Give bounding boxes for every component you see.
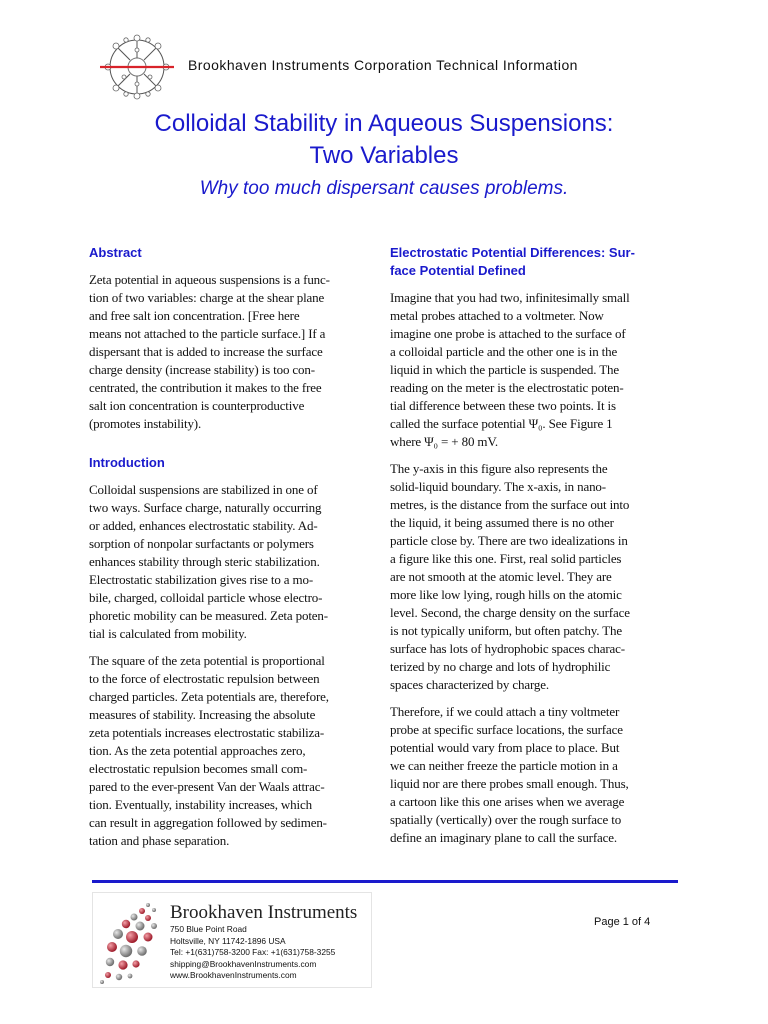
footer-brand-name: Brookhaven Instruments	[170, 902, 358, 923]
title-line-2: Two Variables	[309, 142, 459, 169]
text-line: solid-liquid boundary. The x-axis, in nano-	[390, 479, 606, 494]
text-line: surface has lots of hydrophobic spaces charac-	[390, 641, 625, 656]
text-line: centrated, the contribution it makes to the free	[89, 380, 322, 395]
text-line: tion. Eventually, instability increases, which	[89, 797, 312, 812]
text-line: electrostatic repulsion becomes small com-	[89, 761, 308, 776]
right-column	[390, 244, 680, 856]
page-number: Page 1 of 4	[594, 916, 651, 928]
heading-line: face Potential Defined	[390, 263, 526, 278]
text-line: tion of two variables: charge at the shear plane	[89, 290, 325, 305]
heading-line: Electrostatic Potential Differences: Sur-	[390, 245, 635, 260]
text-line: called the surface potential Ψ₀. See Figure 1	[390, 416, 613, 431]
text-line: sorption of nonpolar surfactants or polymers	[89, 536, 314, 551]
text-line: bile, charged, colloidal particle whose electro-	[89, 590, 323, 605]
text-line: where Ψ₀ = + 80 mV.	[390, 434, 499, 449]
text-line: and free salt ion concentration. [Free here	[89, 308, 300, 323]
molecule-logo-icon	[100, 30, 174, 104]
text-line: tation and phase separation.	[89, 833, 230, 848]
electrostatic-paragraph-1	[390, 289, 680, 451]
text-line: can result in aggregation followed by sedimen-	[89, 815, 327, 830]
text-line: tion. As the zeta potential approaches zero,	[89, 743, 306, 758]
introduction-heading: Introduction	[89, 455, 165, 470]
text-line: liquid in which the particle is suspended. The	[390, 362, 619, 377]
text-line: The y-axis in this figure also represents the	[390, 461, 608, 476]
text-line: The square of the zeta potential is proportional	[89, 653, 325, 668]
company-header: Brookhaven Instruments Corporation Technical Information	[188, 57, 578, 73]
text-line: charge density (increase stability) is too con-	[89, 362, 315, 377]
text-line: the liquid, it being assumed there is no other	[390, 515, 614, 530]
text-line: or added, enhances electrostatic stability. Ad-	[89, 518, 318, 533]
left-column	[89, 244, 379, 859]
text-line: spaces characterized by charge.	[390, 677, 549, 692]
text-line: more like low lying, rough hills on the atomic	[390, 587, 622, 602]
document-subtitle: Why too much dispersant causes problems.	[199, 178, 569, 199]
text-line: terized by no charge and lots of hydrophilic	[390, 659, 611, 674]
text-line: imagine one probe is attached to the surface of	[390, 326, 626, 341]
text-line: Imagine that you had two, infinitesimally small	[390, 290, 630, 305]
text-line: zeta potentials increases electrostatic stabiliza-	[89, 725, 325, 740]
sphere-cluster-logo-icon	[96, 896, 172, 984]
text-line: (promotes instability).	[89, 416, 202, 431]
text-line: Electrostatic stabilization gives rise to a mo-	[89, 572, 313, 587]
text-line: tial difference between these two points. It is	[390, 398, 616, 413]
address-line: Holtsville, NY 11742-1896 USA	[170, 935, 286, 946]
text-line: spatially (vertically) over the rough surface to	[390, 812, 622, 827]
text-line: enhances stability through steric stabilization.	[89, 554, 320, 569]
text-line: particle close by. There are two idealizations in	[390, 533, 628, 548]
address-line: 750 Blue Point Road	[170, 924, 247, 934]
text-line: level. Second, the charge density on the surface	[390, 605, 630, 620]
electrostatic-paragraph-2	[390, 460, 680, 694]
electrostatic-heading	[390, 244, 680, 280]
text-line: Colloidal suspensions are stabilized in one of	[89, 482, 318, 497]
text-line: a cartoon like this one arises when we average	[390, 794, 625, 809]
text-line: Zeta potential in aqueous suspensions is a func-	[89, 272, 330, 287]
footer-divider	[92, 880, 678, 883]
text-line: metres, is the distance from the surface out into	[390, 497, 630, 512]
text-line: phoretic mobility can be measured. Zeta poten-	[89, 608, 328, 623]
footer-address	[170, 924, 335, 982]
text-line: charged particles. Zeta potentials are, therefore,	[89, 689, 329, 704]
abstract-heading: Abstract	[89, 245, 142, 260]
text-line: dispersant that is added to increase the surface	[89, 344, 323, 359]
electrostatic-paragraph-3	[390, 703, 680, 847]
text-line: a figure like this one. First, real solid particles	[390, 551, 622, 566]
intro-paragraph-2	[89, 652, 379, 850]
text-line: define an imaginary plane to call the surface.	[390, 830, 617, 845]
intro-paragraph-1	[89, 481, 379, 643]
phone-line: Tel: +1(631)758-3200 Fax: +1(631)758-3255	[170, 947, 336, 958]
text-line: we can neither freeze the particle motion in a	[390, 758, 618, 773]
text-line: Therefore, if we could attach a tiny voltmeter	[390, 704, 620, 719]
text-line: tial is calculated from mobility.	[89, 626, 247, 641]
text-line: are not smooth at the atomic level. They are	[390, 569, 612, 584]
text-line: is not typically uniform, but often patchy. The	[390, 623, 622, 638]
text-line: liquid nor are there probes small enough. Thus,	[390, 776, 629, 791]
text-line: pared to the ever-present Van der Waals attrac-	[89, 779, 325, 794]
text-line: two ways. Surface charge, naturally occurring	[89, 500, 322, 515]
email-link[interactable]: shipping@BrookhavenInstruments.com	[170, 958, 317, 969]
text-line: to the force of electrostatic repulsion between	[89, 671, 320, 686]
text-line: measures of stability. Increasing the absolute	[89, 707, 316, 722]
document-title	[0, 108, 768, 204]
abstract-paragraph	[89, 271, 379, 433]
title-line-1: Colloidal Stability in Aqueous Suspensions:	[154, 110, 614, 137]
text-line: potential would vary from place to place. But	[390, 740, 620, 755]
text-line: means not attached to the particle surface.] If a	[89, 326, 326, 341]
text-line: metal probes attached to a voltmeter. Now	[390, 308, 604, 323]
text-line: probe at specific surface locations, the surface	[390, 722, 623, 737]
text-line: a colloidal particle and the other one is in the	[390, 344, 618, 359]
text-line: salt ion concentration is counterproductive	[89, 398, 305, 413]
text-line: reading on the meter is the electrostatic poten-	[390, 380, 624, 395]
website-link[interactable]: www.BrookhavenInstruments.com	[170, 970, 297, 981]
